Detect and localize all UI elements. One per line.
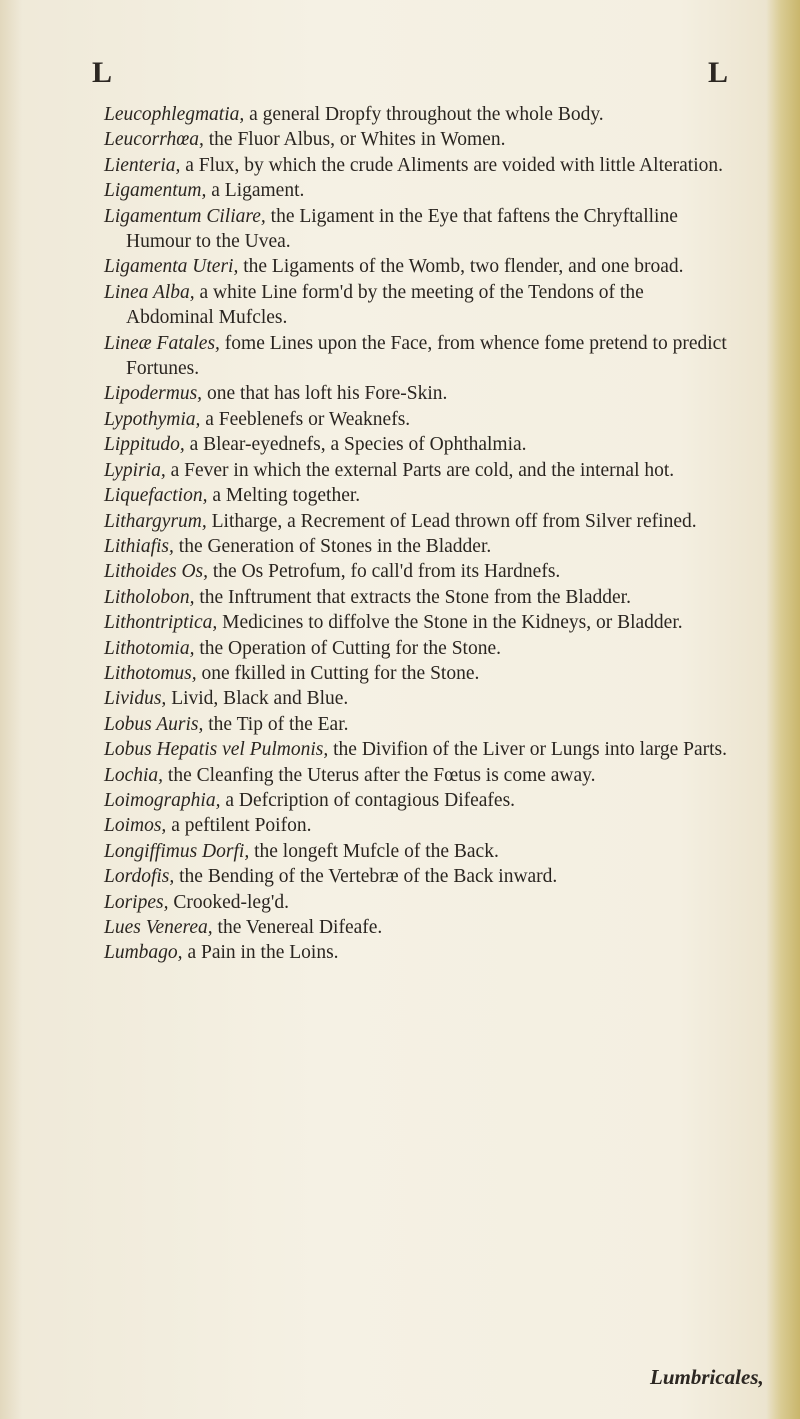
entry-headword: Lobus Auris, [104, 713, 204, 735]
dictionary-entry [104, 280, 732, 331]
entry-headword: Lineæ Fatales, [104, 332, 220, 354]
entry-headword: Ligamentum Ciliare, [104, 205, 266, 227]
dictionary-entry [104, 661, 732, 686]
entry-headword: Loimographia, [104, 789, 221, 811]
dictionary-entry [104, 585, 732, 610]
dictionary-entry [104, 610, 732, 635]
entry-definition: Litharge, a Recrement of Lead thrown off from Silver refined. [206, 510, 697, 532]
entry-headword: Lividus, [104, 688, 167, 710]
entry-headword: Lithargyrum, [104, 510, 207, 532]
entry-definition: the Fluor Albus, or Whites in Women. [203, 129, 506, 151]
entry-definition: the Divifion of the Liver or Lungs into large Parts. [328, 739, 728, 761]
page-edge-right [766, 0, 800, 1419]
entry-definition: the Operation of Cutting for the Stone. [194, 637, 502, 659]
entry-headword: Lithoides Os, [104, 561, 209, 583]
entry-definition: the Tip of the Ear. [203, 713, 349, 735]
dictionary-entry [104, 839, 732, 864]
dictionary-entry [104, 712, 732, 737]
entry-headword: Lithotomia, [104, 637, 195, 659]
entry-headword: Loripes, [104, 891, 169, 913]
dictionary-entry [104, 254, 732, 279]
entry-definition: the Venereal Difeafe. [212, 917, 383, 938]
dictionary-entry [104, 737, 732, 762]
entry-definition: a Blear-eyednefs, a Species of Ophthalmia. [184, 434, 527, 456]
entry-headword: Litholobon, [104, 586, 195, 608]
dictionary-entry [104, 407, 732, 432]
entry-definition: one fkilled in Cutting for the Stone. [196, 662, 480, 684]
entry-headword: Longiffimus Dorfi, [104, 840, 250, 862]
entry-definition: a Melting together. [207, 485, 361, 507]
entry-definition: one that has loft his Fore-Skin. [202, 383, 448, 405]
entry-headword: Lochia, [104, 764, 164, 786]
entry-headword: Lipodermus, [104, 383, 203, 405]
entry-definition: the Ligament in the Eye that faftens the Chryftalline Humour to the Uvea. [126, 205, 678, 253]
dictionary-entry [104, 331, 732, 382]
dictionary-entry [104, 153, 732, 178]
entry-definition: Livid, Black and Blue. [166, 688, 349, 710]
entry-definition: a Ligament. [206, 180, 305, 202]
dictionary-entry [104, 432, 732, 457]
dictionary-entry [104, 178, 732, 203]
entry-definition: the Bending of the Vertebræ of the Back inward. [174, 866, 558, 888]
entry-definition: a Flux, by which the crude Aliments are voided with little Alteration. [180, 154, 724, 176]
dictionary-entry [104, 534, 732, 559]
entry-definition: a Fever in which the external Parts are cold, and the internal hot. [165, 459, 675, 481]
entry-definition: a Pain in the Loins. [182, 942, 339, 964]
dictionary-entry [104, 559, 732, 584]
entry-headword: Lypothymia, [104, 408, 201, 430]
entry-headword: Ligamenta Uteri, [104, 256, 239, 278]
entry-definition: the longeft Mufcle of the Back. [249, 840, 499, 862]
entry-definition: Medicines to diffolve the Stone in the Kidneys, or Bladder. [217, 612, 683, 634]
entry-definition: the Generation of Stones in the Bladder. [173, 535, 492, 557]
dictionary-entry [104, 864, 732, 889]
entry-headword: Ligamentum, [104, 180, 207, 202]
entry-headword: Linea Alba, [104, 281, 195, 303]
entry-headword: Lienteria, [104, 154, 181, 176]
dictionary-entry [104, 915, 732, 940]
entry-headword: Lobus Hepatis vel Pulmonis, [104, 739, 329, 761]
entry-headword: Leucorrhœa, [104, 129, 204, 151]
entry-headword: Loimos, [104, 815, 167, 837]
dictionary-entries [104, 102, 732, 966]
entry-definition: the Os Petrofum, fo call'd from its Hardnefs. [208, 561, 561, 583]
entry-headword: Lumbago, [104, 942, 183, 964]
entry-definition: the Inftrument that extracts the Stone from the Bladder. [194, 586, 631, 608]
dictionary-entry [104, 509, 732, 534]
dictionary-entry [104, 381, 732, 406]
entry-headword: Lithiafis, [104, 535, 174, 557]
dictionary-entry [104, 102, 732, 127]
dictionary-entry [104, 458, 732, 483]
entry-headword: Lithontriptica, [104, 612, 218, 634]
entry-headword: Lypiria, [104, 459, 166, 481]
entry-definition: a peftilent Poifon. [166, 815, 312, 837]
entry-headword: Liquefaction, [104, 485, 208, 507]
entry-definition: fome Lines upon the Face, from whence fome pretend to predict Fortunes. [126, 332, 727, 380]
entry-definition: Crooked-leg'd. [168, 891, 289, 913]
entry-definition: the Ligaments of the Womb, two flender, and one broad. [238, 256, 684, 278]
entry-headword: Lippitudo, [104, 434, 185, 456]
catchword: Lumbricales, [650, 1365, 764, 1389]
dictionary-entry [104, 763, 732, 788]
entry-headword: Lues Venerea, [104, 917, 213, 938]
dictionary-entry [104, 204, 732, 255]
dictionary-entry [104, 813, 732, 838]
running-head-left: L [92, 56, 113, 89]
dictionary-entry [104, 483, 732, 508]
dictionary-entry [104, 636, 732, 661]
entry-definition: a white Line form'd by the meeting of the Tendons of the Abdominal Mufcles. [126, 281, 644, 329]
entry-headword: Leucophlegmatia, [104, 104, 245, 125]
dictionary-entry [104, 940, 732, 965]
entry-headword: Lordofis, [104, 866, 175, 888]
entry-definition: a general Dropfy throughout the whole Body. [244, 104, 604, 125]
entry-definition: a Feeblenefs or Weaknefs. [200, 408, 411, 430]
running-head-right: L [708, 56, 729, 89]
dictionary-entry [104, 890, 732, 915]
dictionary-entry [104, 127, 732, 152]
dictionary-entry [104, 686, 732, 711]
entry-definition: a Defcription of contagious Difeafes. [220, 789, 516, 811]
page-edge-left [0, 0, 22, 1419]
entry-definition: the Cleanfing the Uterus after the Fœtus is come away. [163, 764, 596, 786]
dictionary-entry [104, 788, 732, 813]
entry-headword: Lithotomus, [104, 662, 197, 684]
